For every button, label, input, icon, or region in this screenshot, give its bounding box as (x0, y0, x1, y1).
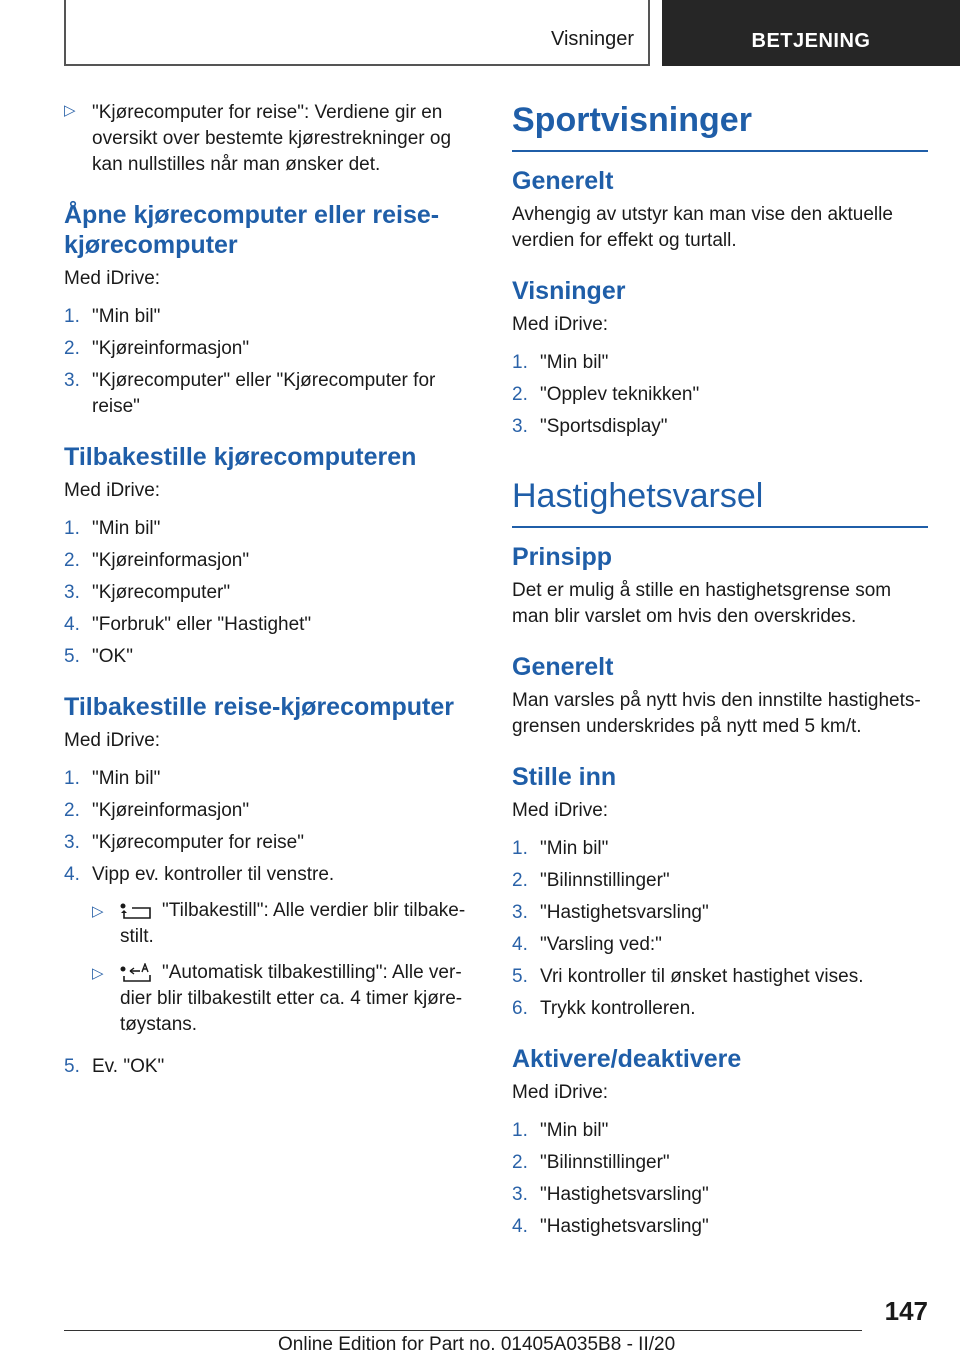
step-number: 2. (64, 338, 80, 359)
step-text: "Kjørecomputer for reise" (92, 832, 304, 853)
page-number: 147 (884, 1296, 928, 1326)
section-text: Man varsles på nytt hvis den innstilte hastighets-grensen underskrides på nytt med 5 km/t. (512, 690, 921, 737)
section-text: Det er mulig å stille en hastighetsgrense som man blir varslet om hvis den overskrides. (512, 580, 892, 627)
section-lead: Med iDrive: (512, 1082, 609, 1103)
step-number: 5. (512, 966, 528, 987)
list-item (512, 932, 928, 958)
footer-edition: Online Edition for Part no. 01405A035B8 - II/20 (278, 1334, 676, 1355)
list-item (512, 350, 928, 376)
step-text: "Hastighetsvarsling" (540, 1216, 709, 1237)
section-heading: Aktivere/deaktivere (512, 1045, 742, 1073)
step-text: Vri kontroller til ønsket hastighet vises. (540, 966, 864, 987)
section-lead: Med iDrive: (64, 730, 161, 751)
step-text: "Bilinnstillinger" (540, 870, 670, 891)
section-text: Avhengig av utstyr kan man vise den aktuelle verdien for effekt og turtall. (512, 204, 893, 251)
step-text: "Kjørecomputer" (92, 582, 231, 603)
section-heading: Generelt (512, 653, 614, 681)
list-item (512, 1214, 928, 1240)
step-number: 3. (512, 416, 528, 437)
list-item (64, 798, 474, 824)
sub-bullets (92, 898, 474, 1048)
list-item (512, 1182, 928, 1208)
right-column (512, 100, 928, 1246)
steps-list (512, 1118, 928, 1240)
step-text: "Bilinnstillinger" (540, 1152, 670, 1173)
page-header (0, 0, 960, 66)
list-item (512, 868, 928, 894)
step-text: "Min bil" (92, 768, 161, 789)
list-item (64, 368, 474, 420)
step-text: "Min bil" (92, 306, 161, 327)
chapter-tab: BETJENING (662, 0, 960, 66)
list-item (64, 580, 474, 606)
list-item (512, 900, 928, 926)
section-heading: Generelt (512, 167, 614, 195)
step-text: "Sportsdisplay" (540, 416, 668, 437)
list-item (64, 612, 474, 638)
step-number: 3. (512, 902, 528, 923)
list-item (92, 898, 474, 950)
list-item (512, 836, 928, 862)
step-number: 3. (64, 832, 80, 853)
step-text: Vipp ev. kontroller til venstre. (92, 864, 335, 885)
section-lead: Med iDrive: (512, 800, 609, 821)
step-number: 1. (512, 838, 528, 859)
list-item (64, 830, 474, 856)
section-heading: Prinsipp (512, 543, 613, 571)
step-text: "Kjørecomputer" eller "Kjørecomputer for reise" (92, 370, 436, 417)
list-item (64, 644, 474, 670)
steps-list (64, 304, 474, 420)
list-item (512, 382, 928, 408)
list-item (512, 1118, 928, 1144)
section-heading: Tilbakestille kjørecomputeren (64, 443, 417, 471)
section-lead: Med iDrive: (64, 268, 161, 289)
section-lead: Med iDrive: (64, 480, 161, 501)
list-item (64, 1054, 474, 1080)
auto-reset-icon (120, 963, 152, 983)
steps-list (64, 516, 474, 670)
step-number: 5. (64, 646, 80, 667)
intro-bullet (64, 100, 474, 178)
step-text: "Min bil" (540, 352, 609, 373)
sub-bullet-body (120, 960, 474, 1038)
step-text: "Kjøreinformasjon" (92, 550, 250, 571)
sub-bullet-body (120, 898, 474, 950)
spacer (512, 446, 928, 476)
sub-bullet-text: "Tilbakestill": Alle verdier blir tilbake-stilt. (120, 900, 466, 947)
step-number: 1. (64, 768, 80, 789)
step-number: 4. (64, 864, 80, 885)
step-number: 2. (512, 384, 528, 405)
step-number: 2. (512, 1152, 528, 1173)
step-text: "Kjøreinformasjon" (92, 338, 250, 359)
reset-icon (120, 902, 152, 920)
step-text: Trykk kontrolleren. (540, 998, 696, 1019)
step-number: 4. (64, 614, 80, 635)
step-number: 3. (512, 1184, 528, 1205)
chapter-heading: Sportvisninger (512, 100, 928, 152)
bullet-text: "Kjørecomputer for reise": Verdiene gir en oversikt over bestemte kjørestrekninger og kan nullstilles når man ønsker det. (92, 102, 452, 175)
list-item (64, 304, 474, 330)
step-number: 5. (64, 1056, 80, 1077)
triangle-bullet-icon: ▷ (92, 903, 104, 920)
list-item (512, 996, 928, 1022)
step-text: "Min bil" (92, 518, 161, 539)
steps-list (64, 766, 474, 1080)
step-number: 3. (64, 370, 80, 391)
list-item (64, 336, 474, 362)
step-number: 4. (512, 934, 528, 955)
list-item (64, 516, 474, 542)
triangle-bullet-icon: ▷ (64, 102, 76, 119)
left-column (64, 100, 474, 1086)
list-item (64, 862, 474, 1048)
step-number: 1. (512, 352, 528, 373)
step-text: "OK" (92, 646, 133, 667)
section-heading: Stille inn (512, 763, 617, 791)
step-number: 4. (512, 1216, 528, 1237)
step-text: "Hastighetsvarsling" (540, 1184, 709, 1205)
step-number: 1. (512, 1120, 528, 1141)
list-item (512, 964, 928, 990)
steps-list (512, 836, 928, 1022)
step-number: 6. (512, 998, 528, 1019)
section-title: Visninger (550, 28, 634, 50)
step-number: 2. (64, 800, 80, 821)
step-text: Ev. "OK" (92, 1056, 165, 1077)
list-item (92, 960, 474, 1038)
list-item (512, 414, 928, 440)
section-heading: Åpne kjørecomputer eller reise-kjørecomputer (64, 201, 440, 259)
step-text: "Hastighetsvarsling" (540, 902, 709, 923)
chapter-heading: Hastighetsvarsel (512, 476, 928, 528)
footer-divider (64, 1330, 862, 1331)
triangle-bullet-icon: ▷ (92, 965, 104, 982)
step-text: "Opplev teknikken" (540, 384, 700, 405)
step-number: 1. (64, 518, 80, 539)
section-heading: Tilbakestille reise-kjørecomputer (64, 693, 454, 721)
section-heading: Visninger (512, 277, 626, 305)
list-item (64, 548, 474, 574)
list-item (512, 1150, 928, 1176)
step-text: "Varsling ved:" (540, 934, 662, 955)
step-text: "Kjøreinformasjon" (92, 800, 250, 821)
sub-bullet-text: "Automatisk tilbakestilling": Alle ver-dier blir tilbakestilt etter ca. 4 timer kjøre-tøystans. (120, 962, 463, 1035)
step-text: "Forbruk" eller "Hastighet" (92, 614, 312, 635)
step-text: "Min bil" (540, 838, 609, 859)
step-number: 2. (64, 550, 80, 571)
list-item (64, 766, 474, 792)
step-number: 3. (64, 582, 80, 603)
steps-list (512, 350, 928, 440)
section-tab (64, 0, 650, 66)
step-number: 2. (512, 870, 528, 891)
step-text: "Min bil" (540, 1120, 609, 1141)
step-number: 1. (64, 306, 80, 327)
section-lead: Med iDrive: (512, 314, 609, 335)
